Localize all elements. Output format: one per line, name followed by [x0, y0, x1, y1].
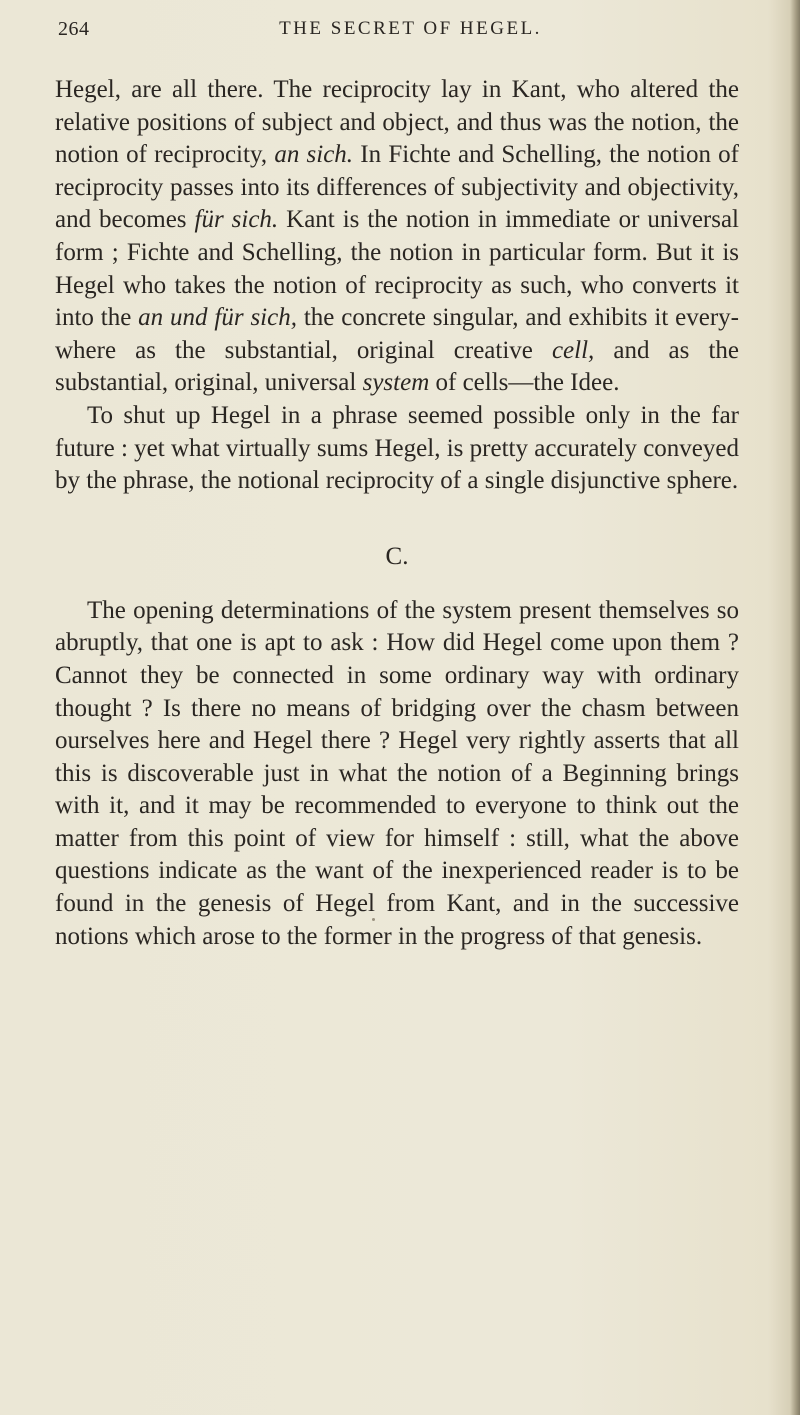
p1-italic-an-und-fur-sich: an und für sich, — [138, 304, 297, 332]
p1-text-c: In Fichte and Schelling, the notion of reciprocity passes into its differences of subjectivity and objectivity, and becomes — [55, 141, 739, 234]
p1-text-e: Kant is the notion in immediate or universal form ; Fichte and Schelling, the notion in particular form. But it is Hegel who takes the notion of reciprocity as such, who converts it into the — [55, 206, 740, 332]
p1-italic-system: system — [362, 369, 430, 397]
paragraph-2: To shut up Hegel in a phrase seemed possible only in the far future : yet what virtually sums Hegel, is pretty accurately conveyed by the phrase, the notional reciprocity of a single disjunctive sphere. — [55, 401, 739, 495]
paragraph-1 — [55, 74, 739, 400]
p1-text-k: of cells—the Idee. — [429, 369, 620, 397]
p1-text-a: Hegel, are all there. The reciprocity lay in Kant, who altered the relative positions of subject and object, and thus was the notion, the notion of reciprocity, — [55, 76, 739, 169]
section-heading: C. — [385, 542, 409, 570]
p1-italic-an-sich: an sich. — [274, 141, 354, 169]
p1-italic-fur-sich: für sich. — [194, 206, 279, 234]
ink-speck — [372, 918, 375, 921]
page-number: 264 — [58, 18, 90, 40]
page-edge-shadow — [790, 0, 800, 1415]
running-title: THE SECRET OF HEGEL. — [279, 18, 542, 39]
paragraph-3: The opening determinations of the system present themselves so abruptly, that one is apt to ask : How did Hegel come upon them ? Cannot they be connected in some ordinary way with ordinary thought ? Is there no means of bridging over the chasm between ourselves here and Hegel there ? Hegel very rightly asserts that all this is discoverable just in what the notion of a Beginning brings with it, and it may be recommended to everyone to think out the matter from this point of view for himself : still, what the above questions indicate as the want of the inexperienced reader is to be found in the genesis of Hegel from Kant, and in the successive notions which arose to the former in the progress of that genesis. — [55, 596, 739, 950]
p1-text-g: the concrete singular, and exhibits it every-where as the substantial, original creative — [55, 304, 740, 364]
p1-italic-cell: cell, — [551, 336, 595, 364]
body-text — [55, 74, 739, 953]
p1-text-i: and as the substantial, original, universal — [55, 336, 739, 397]
page-header — [58, 18, 733, 52]
